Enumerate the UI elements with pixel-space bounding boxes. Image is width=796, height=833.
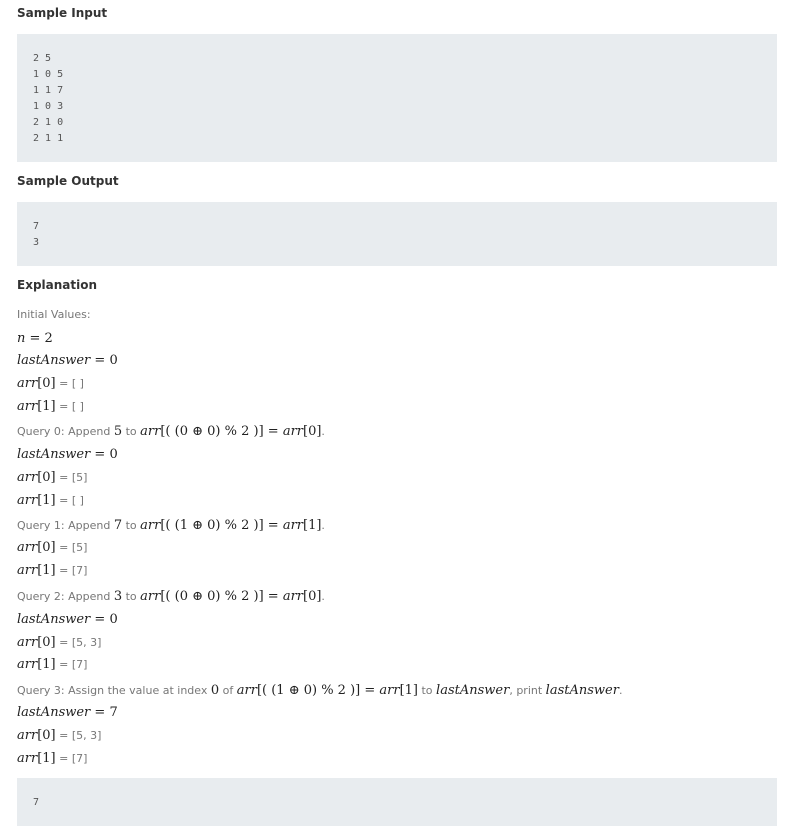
math-expression: [1] xyxy=(37,399,56,414)
explanation-line xyxy=(17,444,118,464)
explanation-line xyxy=(17,490,84,510)
sample-output-heading: Sample Output xyxy=(17,174,119,188)
math-expression: [0] xyxy=(37,470,56,485)
math-expression: 2 xyxy=(44,331,53,346)
math-expression: 0 xyxy=(109,353,118,368)
explanation-text: Query 1: Append xyxy=(17,519,114,532)
math-expression: = xyxy=(90,705,110,720)
explanation-text: = [ ] xyxy=(55,377,84,390)
explanation-line xyxy=(17,680,622,700)
explanation-text: = [5, 3] xyxy=(55,636,102,649)
math-variable: lastAnswer xyxy=(17,353,91,368)
math-variable: arr xyxy=(17,728,38,743)
math-variable: arr xyxy=(140,424,161,439)
math-variable: lastAnswer xyxy=(17,705,91,720)
math-variable: arr xyxy=(236,683,257,698)
math-expression: [0] xyxy=(303,424,322,439)
math-variable: arr xyxy=(140,589,161,604)
math-variable: arr xyxy=(282,518,303,533)
math-expression: [0] xyxy=(37,728,56,743)
math-expression: 0 xyxy=(109,612,118,627)
math-expression: [1] xyxy=(399,683,418,698)
math-expression: 7 xyxy=(109,705,118,720)
math-variable: arr xyxy=(379,683,400,698)
explanation-text: Query 0: Append xyxy=(17,425,114,438)
explanation-text: to xyxy=(122,519,141,532)
explanation-text: . xyxy=(618,684,623,697)
math-expression: [0] xyxy=(37,540,56,555)
math-expression: [1] xyxy=(37,563,56,578)
math-expression: [( (1 ⊕ 0) % 2 )] = xyxy=(160,518,283,533)
explanation-text: = [5] xyxy=(55,471,88,484)
explanation-line xyxy=(17,632,101,652)
explanation-text: Query 3: Assign the value at index xyxy=(17,684,211,697)
math-variable: arr xyxy=(17,635,38,650)
explanation-heading: Explanation xyxy=(17,278,98,292)
math-expression: [1] xyxy=(37,751,56,766)
math-expression: 0 xyxy=(109,447,118,462)
math-variable: lastAnswer xyxy=(545,683,619,698)
explanation-line xyxy=(17,515,325,535)
math-expression: [1] xyxy=(37,657,56,672)
sample-input-codebox xyxy=(17,34,777,162)
math-expression: [( (1 ⊕ 0) % 2 )] = xyxy=(256,683,380,698)
explanation-text: , print xyxy=(509,684,546,697)
math-expression: = xyxy=(25,331,45,346)
explanation-line xyxy=(17,396,84,416)
math-variable: lastAnswer xyxy=(17,612,91,627)
explanation-text: = [7] xyxy=(55,564,88,577)
explanation-line xyxy=(17,609,118,629)
explanation-text: of xyxy=(219,684,237,697)
math-expression: [1] xyxy=(303,518,322,533)
math-variable: arr xyxy=(17,470,38,485)
math-expression: = xyxy=(90,612,110,627)
initial-values-label: Initial Values: xyxy=(17,308,91,321)
explanation-line xyxy=(17,702,118,722)
explanation-text: Query 2: Append xyxy=(17,590,114,603)
math-expression: = xyxy=(90,447,110,462)
math-expression: [0] xyxy=(37,376,56,391)
explanation-text: to xyxy=(122,590,141,603)
explanation-text: = [ ] xyxy=(55,494,84,507)
sample-output-codebox xyxy=(17,202,777,266)
explanation-line xyxy=(17,654,87,674)
math-variable: arr xyxy=(140,518,161,533)
explanation-text: = [5, 3] xyxy=(55,729,102,742)
math-variable: arr xyxy=(17,540,38,555)
explanation-line xyxy=(17,537,87,557)
explanation-line xyxy=(17,586,325,606)
math-variable: arr xyxy=(282,424,303,439)
math-expression: 5 xyxy=(113,424,123,439)
math-variable: arr xyxy=(282,589,303,604)
explanation-line xyxy=(17,467,87,487)
explanation-text: = [ ] xyxy=(55,400,84,413)
printed-output-code: 7 xyxy=(33,797,40,808)
math-variable: arr xyxy=(17,376,38,391)
explanation-line xyxy=(17,350,118,370)
explanation-line xyxy=(17,748,87,768)
explanation-line xyxy=(17,373,84,393)
math-variable: lastAnswer xyxy=(436,683,510,698)
explanation-line xyxy=(17,421,325,441)
math-expression: [0] xyxy=(37,635,56,650)
sample-output-code: 7 3 xyxy=(33,221,40,248)
explanation-text: . xyxy=(321,590,325,603)
math-expression: 3 xyxy=(113,589,123,604)
math-expression: [( (0 ⊕ 0) % 2 )] = xyxy=(160,589,283,604)
math-variable: n xyxy=(17,331,26,346)
math-expression: 0 xyxy=(210,683,220,698)
math-variable: arr xyxy=(17,399,38,414)
math-expression: [( (0 ⊕ 0) % 2 )] = xyxy=(160,424,283,439)
printed-output-codebox xyxy=(17,778,777,826)
explanation-text: . xyxy=(321,425,325,438)
explanation-text: . xyxy=(321,519,325,532)
math-expression: = xyxy=(90,353,110,368)
explanation-line xyxy=(17,560,87,580)
math-expression: [1] xyxy=(37,493,56,508)
sample-input-heading: Sample Input xyxy=(17,6,108,20)
math-expression: [0] xyxy=(303,589,322,604)
explanation-text: to xyxy=(122,425,141,438)
explanation-line xyxy=(17,328,53,348)
explanation-text: to xyxy=(418,684,437,697)
math-expression: 7 xyxy=(113,518,123,533)
explanation-text: = [7] xyxy=(55,752,88,765)
math-variable: arr xyxy=(17,563,38,578)
explanation-line xyxy=(17,725,101,745)
math-variable: arr xyxy=(17,657,38,672)
sample-input-code: 2 5 1 0 5 1 1 7 1 0 3 2 1 0 2 1 1 xyxy=(33,53,64,144)
math-variable: arr xyxy=(17,751,38,766)
math-variable: arr xyxy=(17,493,38,508)
explanation-text: = [5] xyxy=(55,541,88,554)
explanation-text: = [7] xyxy=(55,658,88,671)
math-variable: lastAnswer xyxy=(17,447,91,462)
